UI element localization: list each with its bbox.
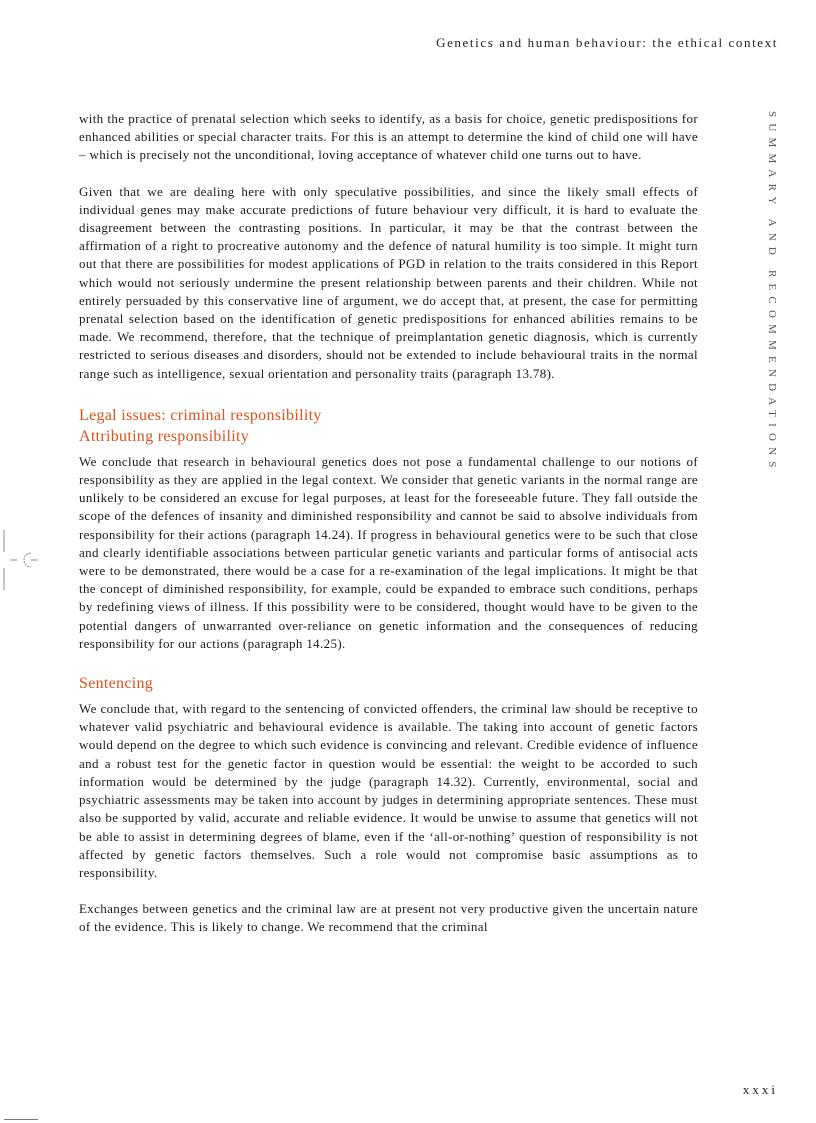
bottom-rule — [4, 1119, 38, 1120]
heading-sentencing: Sentencing — [79, 675, 154, 693]
side-section-label: SUMMARY AND RECOMMENDATIONS — [766, 111, 778, 474]
section-heading-sentencing-group — [79, 673, 698, 694]
running-head: Genetics and human behaviour: the ethical context — [436, 35, 778, 50]
body-paragraph-4: We conclude that, with regard to the sentencing of convicted offenders, the criminal law should be receptive to whatever valid psychiatric and behavioural evidence is available. The taking into account of genetic factors would depend on the degree to which such evidence is convincing and relevant. Credible evidence of influence and a robust test for the genetic factor in question would be essential: the weight to be accorded to such information would be determined by the judge (paragraph 14.32). Currently, environmental, social and psychiatric assessments may be taken into account by judges in determining appropriate sentences. These must also be supported by valid, accurate and reliable evidence. It would be unwise to assume that genetics will not be able to assist in determining degrees of blame, even if the ‘all-or-nothing’ question of responsibility is not affected by genetic factors themselves. Such a role would not compromise basic assumptions as to responsibility. — [79, 701, 698, 880]
page-number: xxxi — [742, 1082, 778, 1097]
heading-attributing-responsibility: Attributing responsibility — [79, 427, 250, 445]
main-content — [79, 110, 698, 955]
heading-legal-issues: Legal issues: criminal responsibility — [79, 406, 322, 424]
body-paragraph-5: Exchanges between genetics and the criminal law are at present not very productive given the uncertain nature of the evidence. This is likely to change. We recommend that the criminal — [79, 901, 698, 935]
crop-mark-icon — [0, 530, 40, 590]
body-paragraph-1: with the practice of prenatal selection which seeks to identify, as a basis for choice, genetic predispositions for enhanced abilities or special character traits. For this is an attempt to determine the kind of child one will have – which is precisely not the unconditional, loving acceptance of whatever child one turns out to have. — [79, 111, 698, 163]
section-heading-group — [79, 405, 698, 447]
body-paragraph-2: Given that we are dealing here with only speculative possibilities, and since the likely small effects of individual genes may make accurate predictions of future behaviour very difficult, it is hard to evaluate the disagreement between the contrasting positions. In particular, it may be that the contrast between the affirmation of a right to procreative autonomy and the defence of natural humility is too simple. It might turn out that there are possibilities for modest applications of PGD in relation to the traits considered in this Report which would not seriously undermine the present relationship between parents and their children. While not entirely persuaded by this conservative line of argument, we do accept that, at present, the case for permitting prenatal selection based on the identification of genetic predispositions for enhanced abilities remains to be made. We recommend, therefore, that the technique of preimplantation genetic diagnosis, which is currently restricted to serious diseases and disorders, should not be extended to include behavioural traits in the normal range such as intelligence, sexual orientation and personality traits (paragraph 13.78). — [79, 183, 698, 381]
body-paragraph-3: We conclude that research in behavioural genetics does not pose a fundamental challenge to our notions of responsibility as they are applied in the legal context. We consider that genetic variants in the normal range are unlikely to be considered an excuse for legal purposes, at least for the foreseeable future. They fall outside the scope of the defences of insanity and diminished responsibility and cannot be said to absolve individuals from responsibility for their actions (paragraph 14.24). If progress in behavioural genetics were to be such that close and clearly identifiable associations between particular genetic variants and particular forms of antisocial acts were to be demonstrated, there would be a case for a re-examination of the legal implications. It might be that the concept of diminished responsibility, for example, could be expanded to embrace such conditions, perhaps by redefining views of illness. If this possibility were to be considered, thought would have to be given to the potential dangers of unwarranted over-reliance on genetic information and the consequences of reducing responsibility for our actions (paragraph 14.25). — [79, 453, 698, 651]
